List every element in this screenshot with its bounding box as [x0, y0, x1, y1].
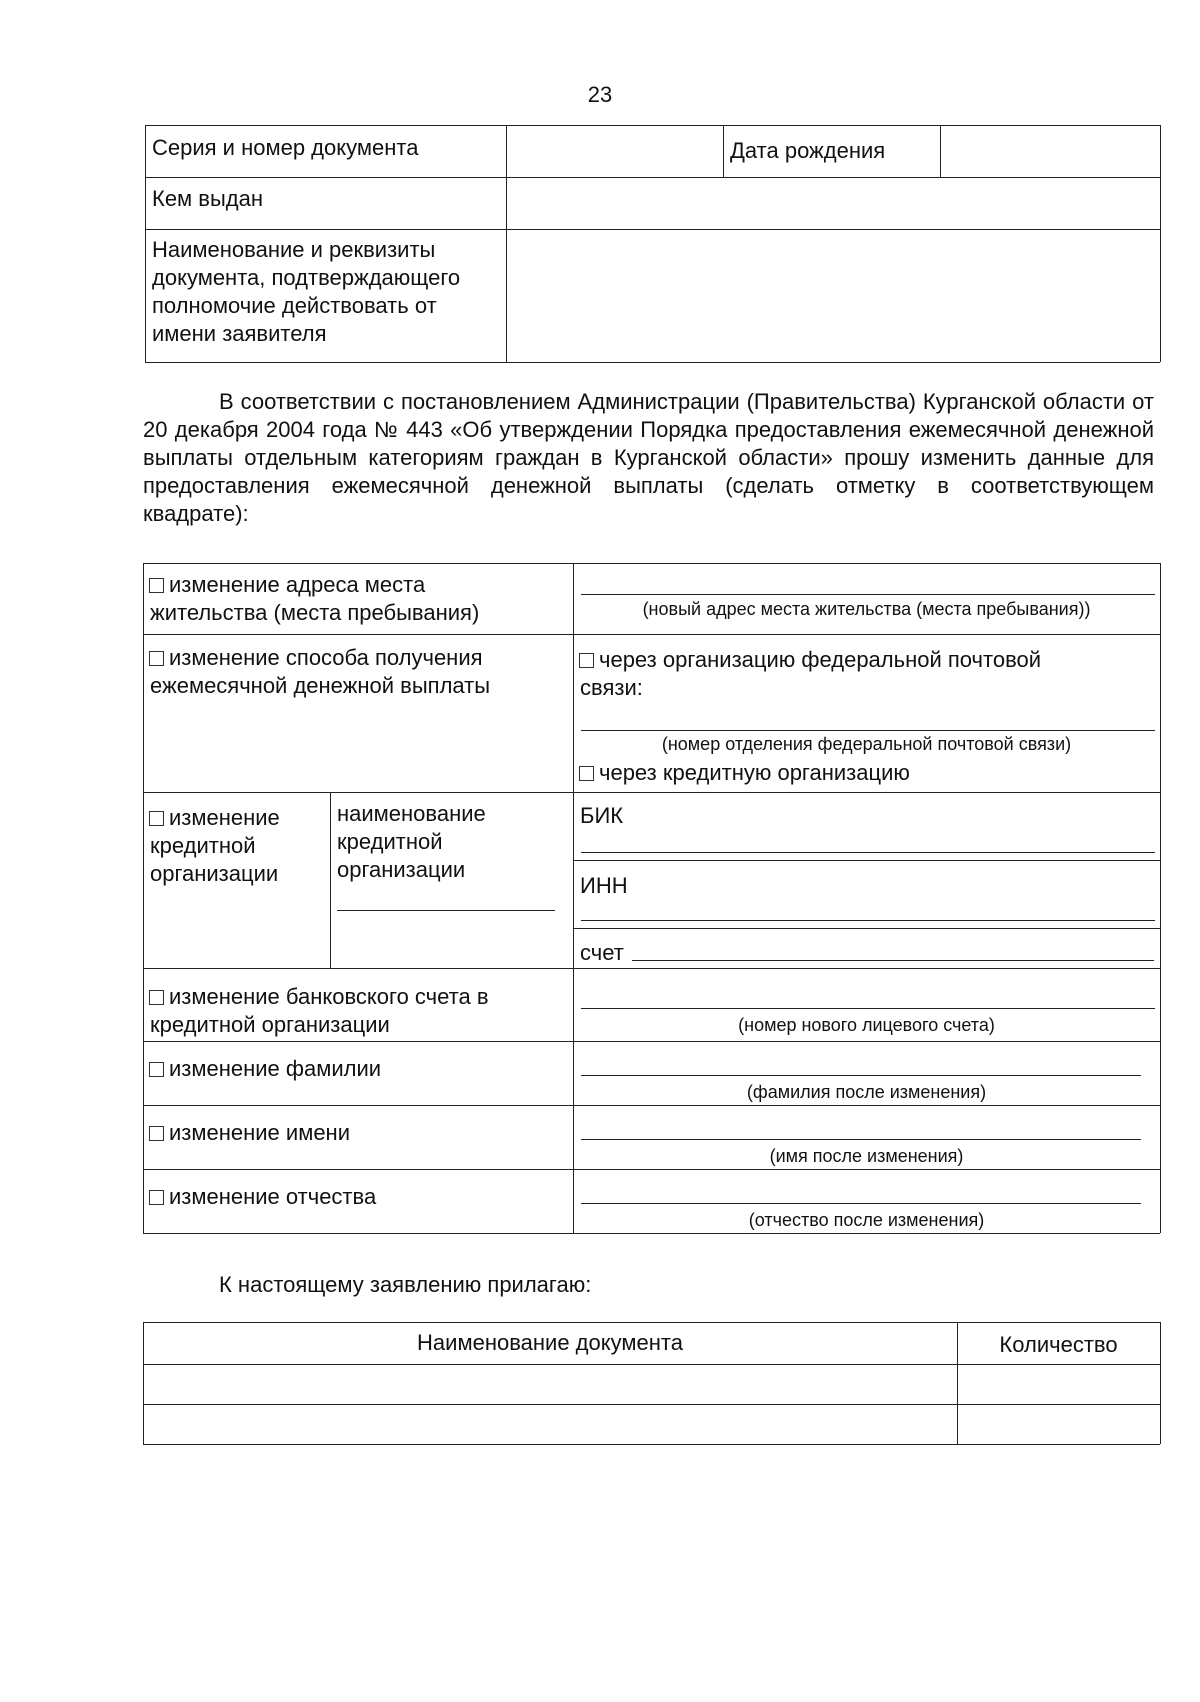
surname-change-checkbox[interactable]	[149, 1062, 164, 1077]
patronymic-change-option[interactable]	[149, 1183, 376, 1211]
request-paragraph: В соответствии с постановлением Администрации (Правительства) Курганской области от 20 декабря 2004 года № 443 «Об утверждении Порядка предоставления ежемесячной денежной выплаты отдельным категориям граждан в Курганской области» прошу изменить данные для предоставления ежемесячной денежной выплаты (сделать отметку в соответствующем квадрате):	[143, 389, 1154, 526]
new-address-line[interactable]	[581, 594, 1155, 595]
new-patronymic-line[interactable]	[581, 1203, 1141, 1204]
page-number: 23	[587, 82, 613, 107]
series-number-label: Серия и номер документа	[152, 135, 419, 160]
credit-org-name-label-line-3: организации	[337, 857, 466, 882]
bank-option-label: через кредитную организацию	[599, 760, 910, 785]
new-name-hint: (имя после изменения)	[769, 1146, 964, 1166]
new-account-number-hint: (номер нового лицевого счета)	[738, 1015, 995, 1035]
credit-org-name-label-line-2: кредитной	[337, 829, 443, 854]
new-address-hint: (новый адрес места жительства (места пребывания))	[642, 599, 1091, 619]
address-change-label-line-2: жительства (места пребывания)	[150, 600, 480, 625]
attachment-row-1-qty-cell[interactable]	[959, 1366, 1158, 1403]
inn-label: ИНН	[580, 873, 628, 898]
bank-account-change-option[interactable]	[149, 983, 489, 1011]
birthdate-label: Дата рождения	[730, 138, 886, 163]
authority-doc-label-line-2: документа, подтверждающего	[152, 265, 461, 290]
post-office-number-line[interactable]	[581, 730, 1155, 731]
attachment-row-2-name-cell[interactable]	[145, 1406, 955, 1443]
new-surname-hint: (фамилия после изменения)	[746, 1082, 987, 1102]
surname-change-option[interactable]	[149, 1055, 381, 1083]
post-option-checkbox[interactable]	[579, 653, 594, 668]
address-change-label-line-1: изменение адреса места	[169, 572, 426, 597]
address-change-checkbox[interactable]	[149, 578, 164, 593]
bank-option-checkbox[interactable]	[579, 766, 594, 781]
name-change-label: изменение имени	[169, 1120, 350, 1145]
bank-option[interactable]	[579, 759, 910, 787]
bank-account-change-checkbox[interactable]	[149, 990, 164, 1005]
attachments-intro: К настоящему заявлению прилагаю:	[219, 1272, 592, 1297]
credit-org-change-checkbox[interactable]	[149, 811, 164, 826]
new-name-line[interactable]	[581, 1139, 1141, 1140]
credit-org-change-label-line-3: организации	[150, 861, 279, 886]
name-change-checkbox[interactable]	[149, 1126, 164, 1141]
name-change-option[interactable]	[149, 1119, 350, 1147]
attachment-row-1-name-cell[interactable]	[145, 1366, 955, 1403]
credit-org-change-label-line-2: кредитной	[150, 833, 256, 858]
new-account-number-line[interactable]	[581, 1008, 1155, 1009]
bank-account-change-label-line-1: изменение банковского счета в	[169, 984, 489, 1009]
credit-org-name-label-line-1: наименование	[337, 801, 486, 826]
birthdate-field[interactable]	[942, 127, 1158, 176]
authority-doc-label-line-4: имени заявителя	[152, 321, 327, 346]
address-change-option[interactable]	[149, 571, 425, 599]
authority-doc-label-line-3: полномочие действовать от	[152, 293, 437, 318]
account-line[interactable]	[632, 960, 1154, 961]
credit-org-change-label-line-1: изменение	[169, 805, 280, 830]
bik-label: БИК	[580, 803, 624, 828]
method-change-label-line-2: ежемесячной денежной выплаты	[150, 673, 491, 698]
authority-doc-label-line-1: Наименование и реквизиты	[152, 237, 436, 262]
series-number-field[interactable]	[508, 127, 722, 176]
bik-line[interactable]	[581, 852, 1155, 853]
new-patronymic-hint: (отчество после изменения)	[748, 1210, 985, 1230]
account-label: счет	[580, 940, 624, 965]
credit-org-change-option[interactable]	[149, 804, 280, 832]
new-surname-line[interactable]	[581, 1075, 1141, 1076]
authority-doc-field[interactable]	[508, 231, 1158, 361]
post-option[interactable]	[579, 646, 1041, 674]
credit-org-name-line[interactable]	[337, 910, 555, 911]
inn-line[interactable]	[581, 920, 1155, 921]
method-change-option[interactable]	[149, 644, 483, 672]
patronymic-change-label: изменение отчества	[169, 1184, 377, 1209]
attachment-row-2-qty-cell[interactable]	[959, 1406, 1158, 1443]
post-option-label-line-1: через организацию федеральной почтовой	[599, 647, 1042, 672]
issued-by-label: Кем выдан	[152, 186, 264, 211]
patronymic-change-checkbox[interactable]	[149, 1190, 164, 1205]
bank-account-change-label-line-2: кредитной организации	[150, 1012, 390, 1037]
column-header-quantity: Количество	[999, 1332, 1118, 1357]
surname-change-label: изменение фамилии	[169, 1056, 382, 1081]
post-option-label-line-2: связи:	[580, 675, 643, 700]
post-office-hint: (номер отделения федеральной почтовой связи)	[661, 734, 1072, 754]
issued-by-field[interactable]	[508, 179, 1158, 228]
method-change-checkbox[interactable]	[149, 651, 164, 666]
method-change-label-line-1: изменение способа получения	[169, 645, 483, 670]
column-header-document-name: Наименование документа	[417, 1330, 683, 1355]
